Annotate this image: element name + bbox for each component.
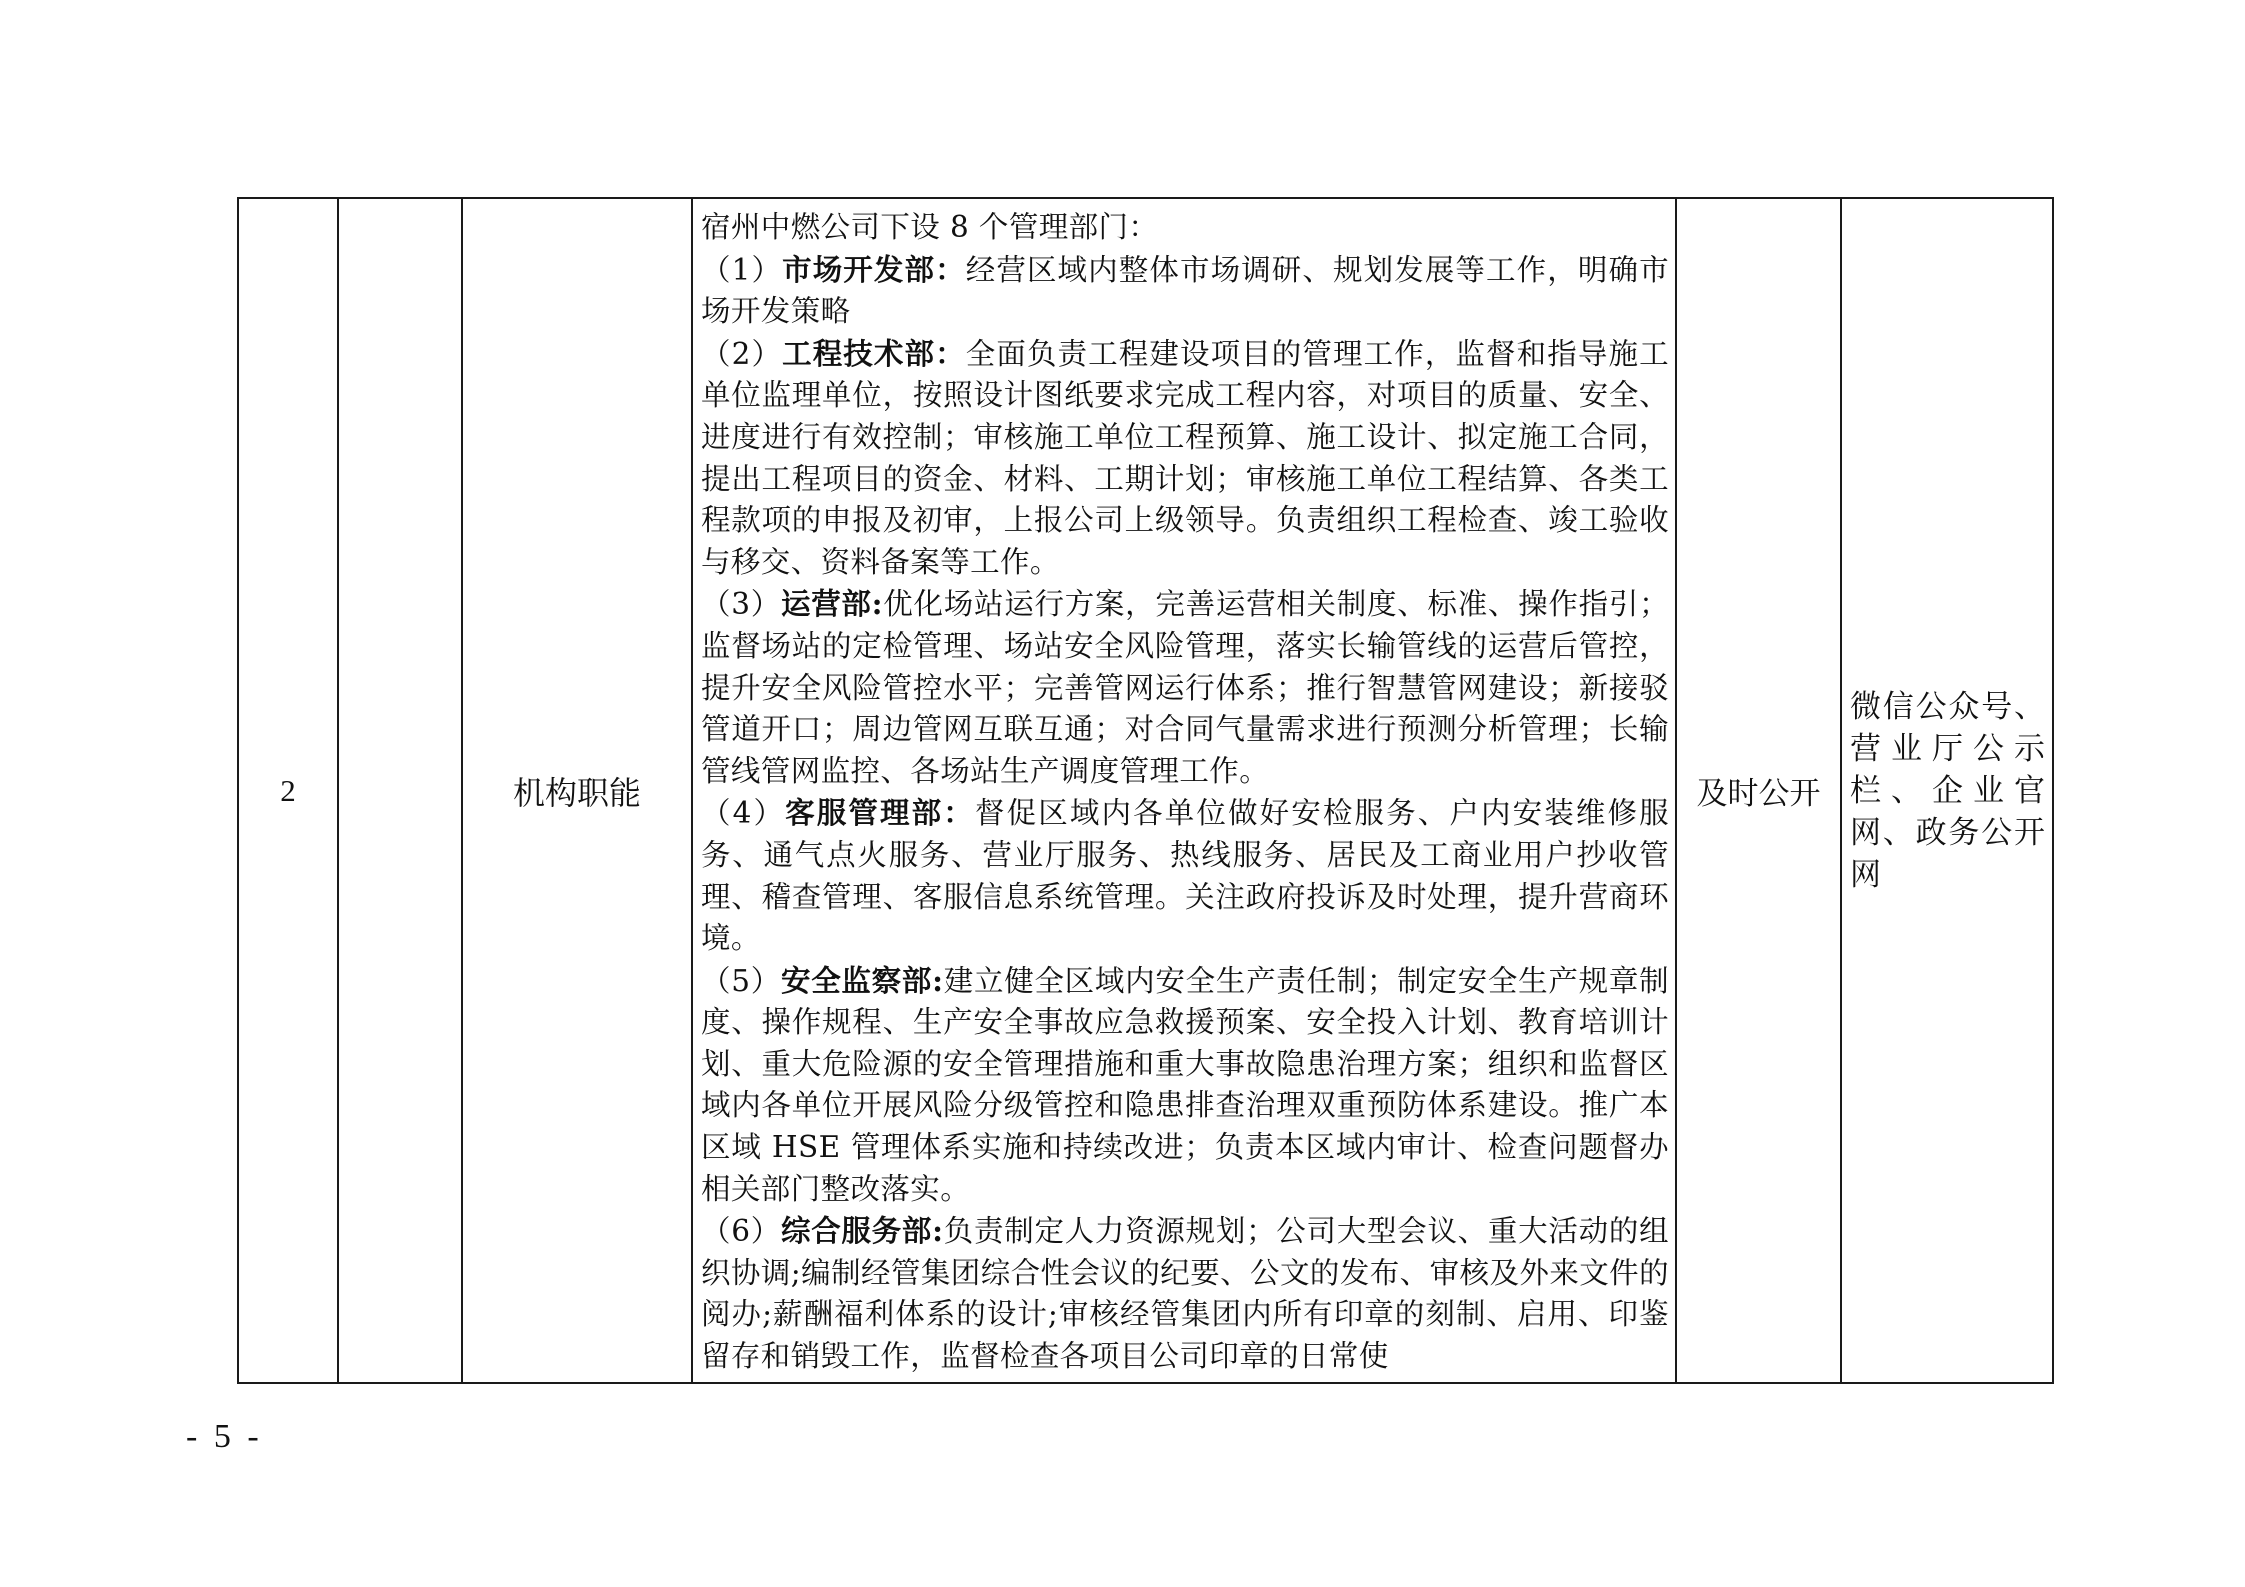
content-text [693,199,1675,1382]
department-name: 运营部 [780,586,872,622]
blank-cell [338,198,462,1383]
department-prefix: （6） [701,1214,781,1249]
department-prefix: （5） [701,963,781,998]
item-cell [462,198,692,1383]
department-description: 负责制定人力资源规划；公司大型会议、重大活动的组织协调;编制经管集团综合性会议的纪要、公文的发布、审核及外来文件的阅办;薪酬福利体系的设计;审核经管集团内所有印章的刻制、启用、印鉴留存和销毁工作，监督检查各项目公司印章的日常使 [701,1214,1669,1374]
department-prefix: （4） [701,796,786,831]
department-name: 安全监察部 [780,962,933,998]
department-entry [701,960,1669,1211]
department-description: 优化场站运行方案，完善运营相关制度、标准、操作指引；监督场站的定检管理、场站安全风险管理，落实长输管线的运营后管控，提升安全风险管控水平；完善管网运行体系；推行智慧管网建设；新接驳管道开口；周边管网互联互通；对合同气量需求进行预测分析管理；长输管线管网监控、各场站生产调度管理工作。 [701,587,1669,788]
disclosure-timing: 及时公开 [1696,776,1821,812]
row-number: 2 [280,772,296,808]
department-entry [701,792,1669,959]
content-cell [692,198,1676,1383]
department-name: 客服管理部 [785,795,944,831]
department-name: 工程技术部 [782,335,936,371]
channel-cell [1841,198,2053,1383]
department-separator: : [932,962,944,998]
department-entry [701,249,1669,333]
timing-cell [1676,198,1841,1383]
department-separator: : [932,1213,944,1249]
department-name: 市场开发部 [782,251,936,287]
department-description: 全面负责工程建设项目的管理工作，监督和指导施工单位监理单位，按照设计图纸要求完成工程内容，对项目的质量、安全、进度进行有效控制；审核施工单位工程预算、施工设计、拟定施工合同，提出工程项目的资金、材料、工期计划；审核施工单位工程结算、各类工程款项的申报及初审，上报公司上级领导。负责组织工程检查、竣工验收与移交、资料备案等工作。 [701,336,1669,579]
table-row [238,198,2053,1383]
department-separator: ： [935,251,966,287]
department-description: 督促区域内各单位做好安检服务、户内安装维修服务、通气点火服务、营业厅服务、热线服务、居民及工商业用户抄收管理、稽查管理、客服信息系统管理。关注政府投诉及时处理，提升营商环境。 [701,796,1669,956]
department-separator: ： [935,335,966,371]
department-separator: ： [943,795,975,831]
department-entry [701,333,1669,584]
department-entry [701,1210,1669,1377]
department-name: 综合服务部 [780,1213,933,1249]
department-prefix: （3） [701,587,781,622]
disclosure-table [237,197,2054,1384]
content-intro: 宿州中燃公司下设 8 个管理部门： [701,210,1159,244]
department-prefix: （2） [701,336,783,371]
department-entry [701,583,1669,792]
department-description: 经营区域内整体市场调研、规划发展等工作，明确市场开发策略 [701,252,1669,329]
item-name: 机构职能 [512,773,641,812]
page-number: - 5 - [186,1418,263,1455]
row-number-cell [238,198,338,1383]
department-prefix: （1） [701,252,783,287]
department-description: 建立健全区域内安全生产责任制；制定安全生产规章制度、操作规程、生产安全事故应急救援预案、安全投入计划、教育培训计划、重大危险源的安全管理措施和重大事故隐患治理方案；组织和监督区域内各单位开展风险分级管控和隐患排查治理双重预防体系建设。推广本区域 HSE 管理体系实施和持续改进；负责本区域内审计、检查问题督办相关部门整改落实。 [701,963,1669,1206]
department-separator: : [871,586,883,622]
disclosure-channels: 微信公众号、营业厅公示栏、企业官网、政务公开网 [1850,688,2046,893]
